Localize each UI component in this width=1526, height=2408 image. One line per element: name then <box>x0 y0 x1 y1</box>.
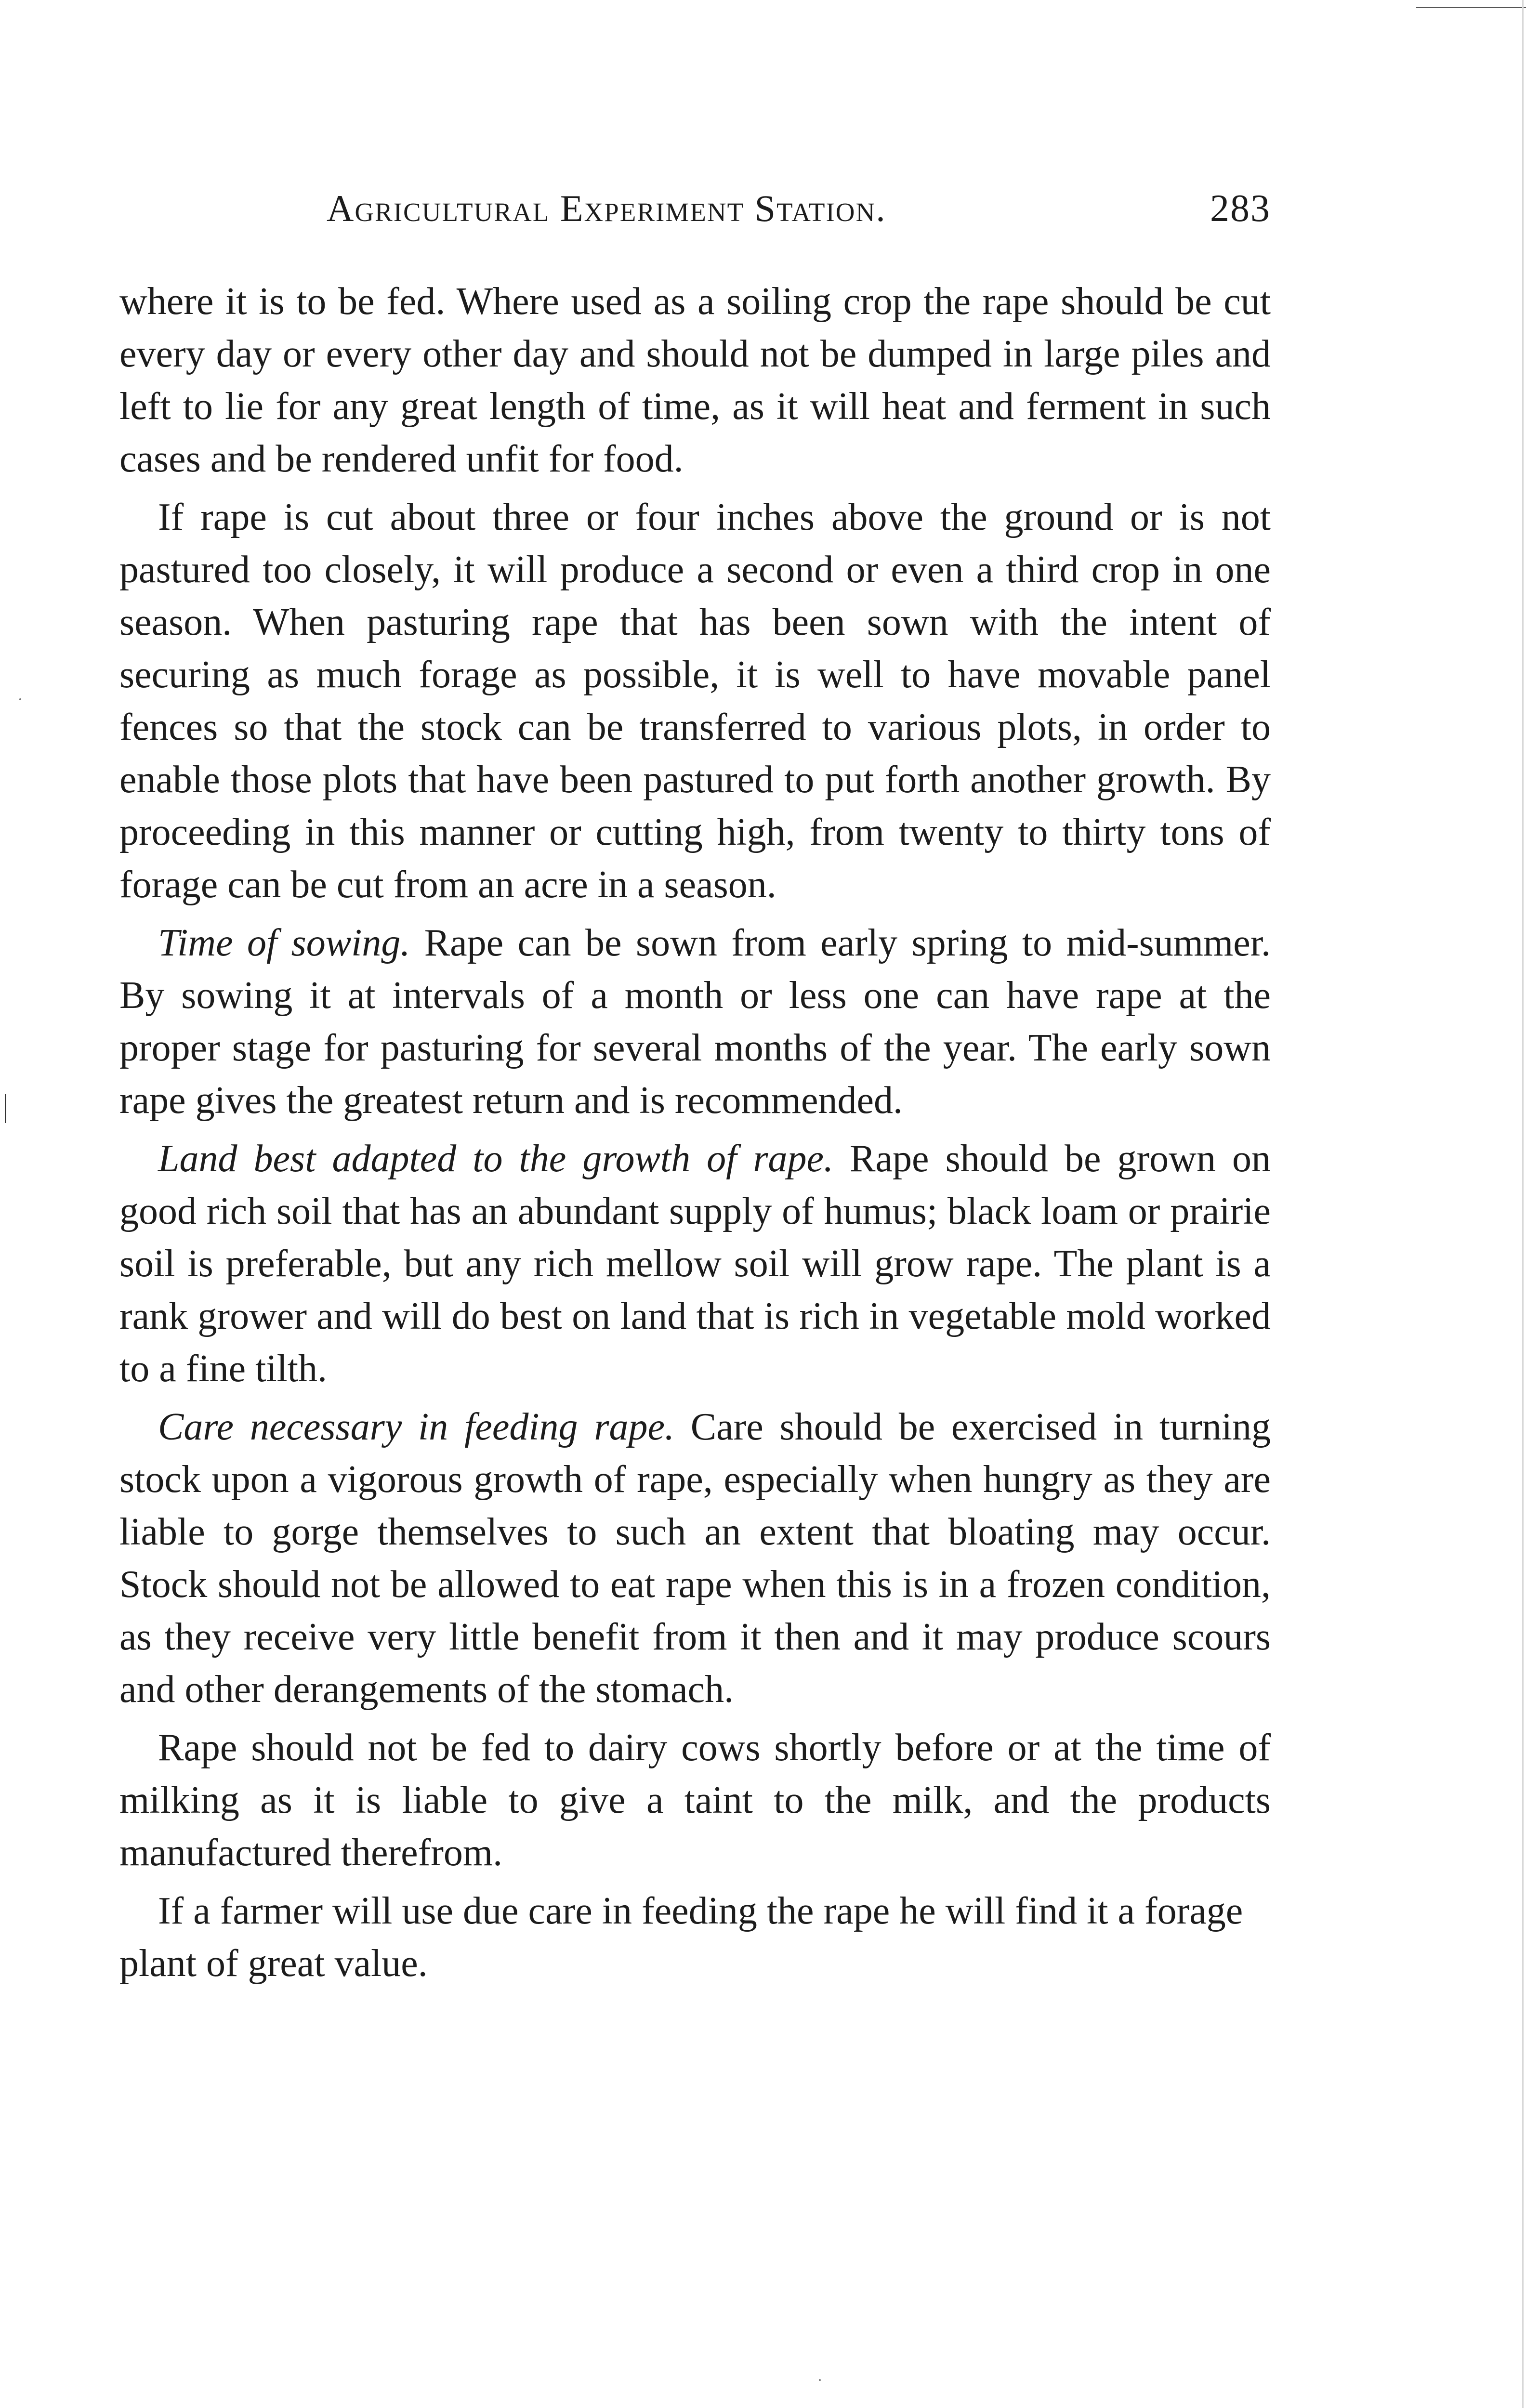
margin-mark <box>5 1094 6 1123</box>
body-text <box>119 275 1271 1996</box>
top-edge-rule <box>1416 7 1526 8</box>
paper-speck <box>19 698 21 700</box>
right-page-edge <box>1522 0 1524 2408</box>
paragraph-text: If a farmer will use due care in feeding the rape he will find it a forage plant of great value. <box>119 1890 1243 1985</box>
paragraph-land-adapted <box>119 1133 1271 1395</box>
section-heading: Land best adapted to the growth of rape. <box>158 1138 834 1180</box>
paragraph-text: If rape is cut about three or four inches above the ground or is not pastured too closely, it will produce a second or even a third crop in one season. When pasturing rape that has been sown with the intent of securing as much forage as possible, it is well to have movable panel fences so that the stock can be transferred to various plots, in order to enable those plots that have been pastured to put forth another growth. By proceeding in this manner or cutting high, from twenty to thirty tons of forage can be cut from an acre in a season. <box>119 496 1271 906</box>
paragraph-conclusion <box>119 1885 1271 1990</box>
section-heading: Time of sowing. <box>158 922 410 964</box>
section-heading: Care necessary in feeding rape. <box>158 1406 674 1448</box>
paragraph-dairy-cows <box>119 1722 1271 1879</box>
paragraph-pasturing <box>119 491 1271 911</box>
paragraph-text: Rape should be grown on good rich soil that has an abundant supply of humus; black loam or prairie soil is preferable, but any rich mellow soil will grow rape. The plant is a rank grower and will do best on land that is rich in vegetable mold worked to a fine tilth. <box>119 1138 1271 1390</box>
paragraph-care-feeding <box>119 1401 1271 1716</box>
paragraph-text: Care should be exercised in turning stock upon a vigorous growth of rape, especially when hungry as they are liable to gorge themselves to such an extent that bloating may occur. Stock should not be allowed to eat rape when this is in a frozen condition, as they receive very little benefit from it then and it may produce scours and other derangements of the stomach. <box>119 1406 1271 1711</box>
running-head: Agricultural Experiment Station. <box>327 187 886 229</box>
paragraph-text: Rape should not be fed to dairy cows shortly before or at the time of milking as it is liable to give a taint to the milk, and the products manufactured therefrom. <box>119 1727 1271 1874</box>
page-header <box>119 187 1271 240</box>
paragraph-time-of-sowing <box>119 917 1271 1127</box>
paper-speck <box>819 2379 821 2381</box>
page-number: 283 <box>1210 187 1271 230</box>
paragraph-continuation <box>119 275 1271 485</box>
paragraph-text: Rape can be sown from early spring to mid-summer. By sowing it at intervals of a month or less one can have rape at the proper stage for pasturing for several months of the year. The early sown rape gives the greatest return and is recommended. <box>119 922 1271 1122</box>
paragraph-text: where it is to be fed. Where used as a soiling crop the rape should be cut every day or every other day and should not be dumped in large piles and left to lie for any great length of time, as it will heat and ferment in such cases and be rendered unfit for food. <box>119 280 1271 480</box>
